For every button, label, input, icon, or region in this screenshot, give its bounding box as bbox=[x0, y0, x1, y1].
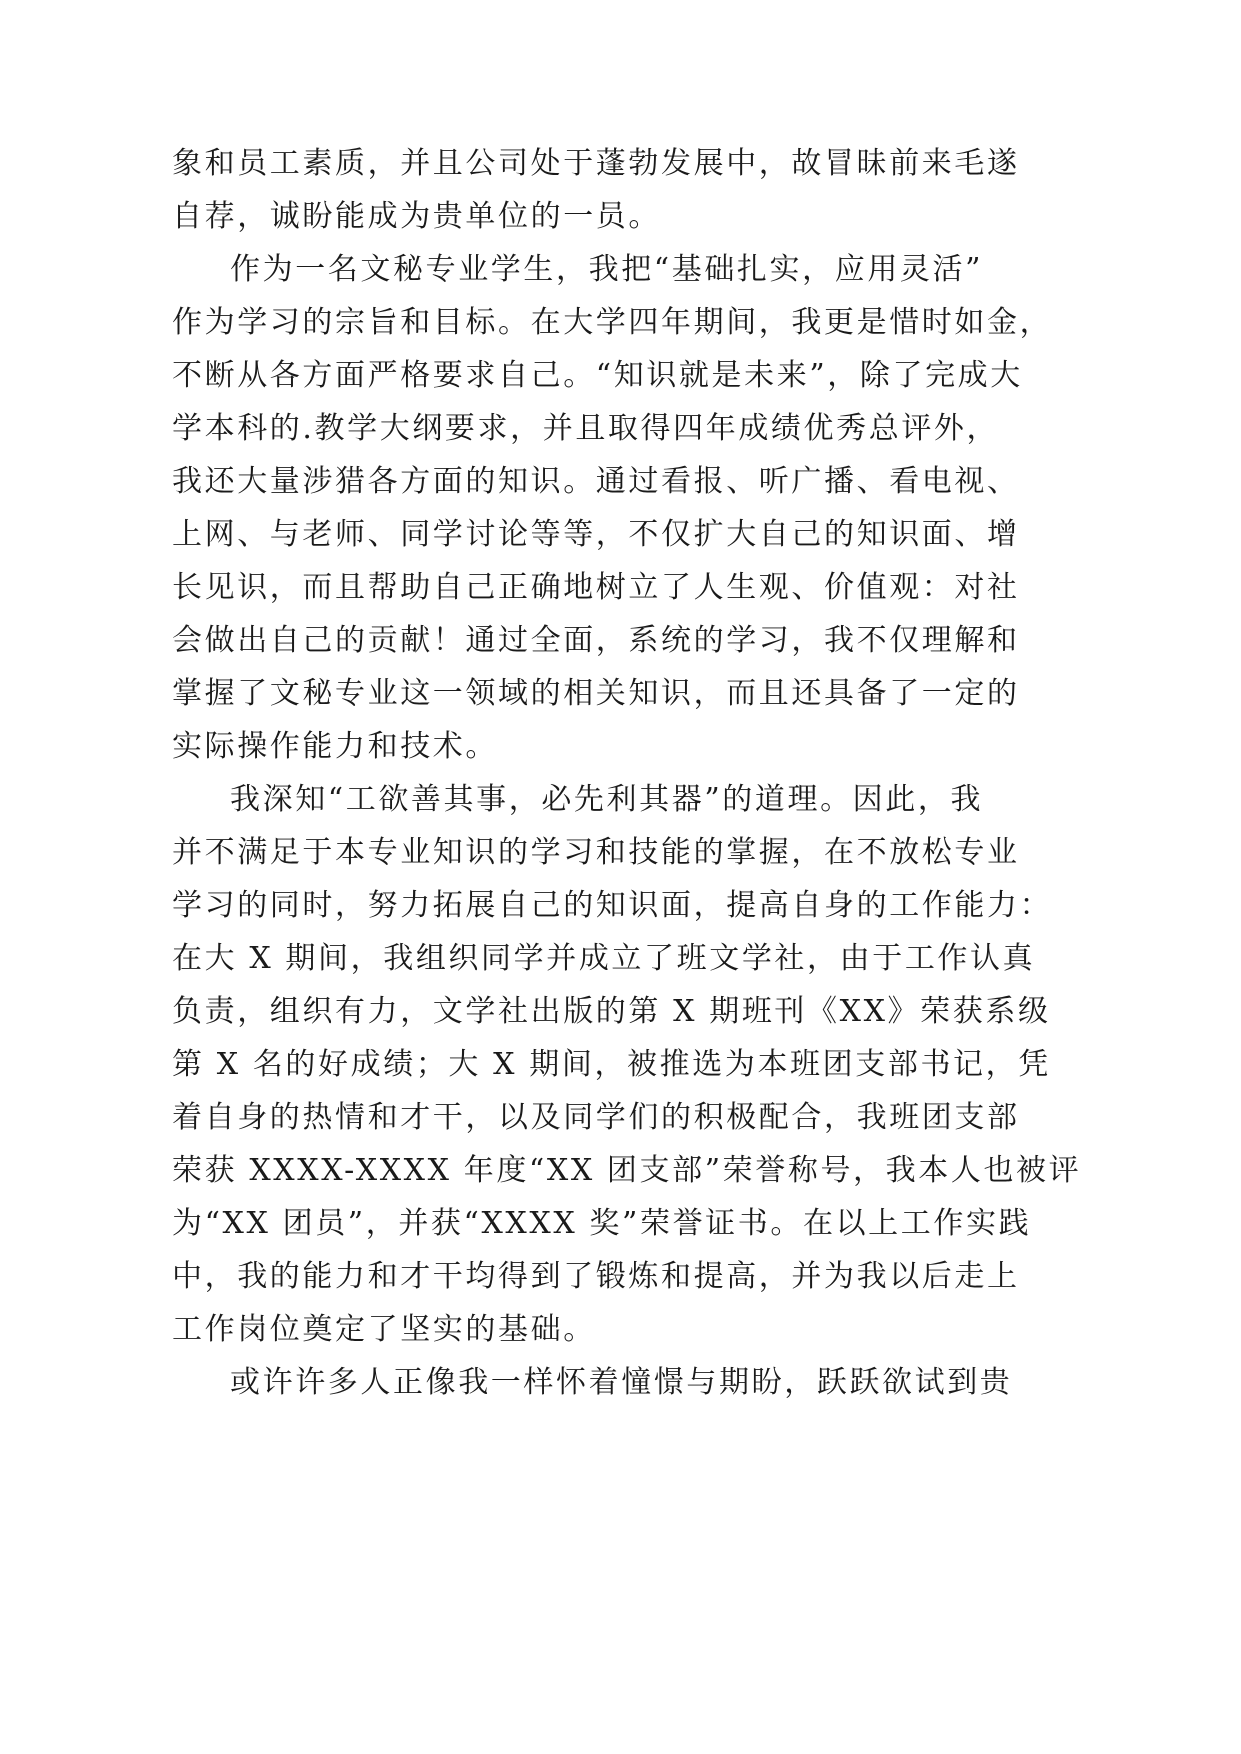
text-line: 为“XX 团员”，并获“XXXX 奖”荣誉证书。在以上工作实践 bbox=[172, 1206, 1032, 1241]
text-line: 自荐，诚盼能成为贵单位的一员。 bbox=[172, 199, 661, 234]
text-line: 作为学习的宗旨和目标。在大学四年期间，我更是惜时如金， bbox=[172, 305, 1053, 340]
text-line: 上网、与老师、同学讨论等等，不仅扩大自己的知识面、增 bbox=[172, 517, 1020, 552]
text-line: 我还大量涉猎各方面的知识。通过看报、听广播、看电视、 bbox=[172, 464, 1020, 499]
paragraph-first-line: 或许许多人正像我一样怀着憧憬与期盼，跃跃欲试到贵 bbox=[230, 1365, 1013, 1400]
text-line: 长见识，而且帮助自己正确地树立了人生观、价值观：对社 bbox=[172, 570, 1020, 605]
text-line: 不断从各方面严格要求自己。“知识就是未来”，除了完成大 bbox=[172, 358, 1023, 393]
text-line: 荣获 XXXX-XXXX 年度“XX 团支部”荣誉称号，我本人也被评 bbox=[172, 1153, 1082, 1188]
text-line: 负责，组织有力，文学社出版的第 X 期班刊《XX》荣获系级 bbox=[172, 994, 1051, 1029]
text-line: 掌握了文秘专业这一领域的相关知识，而且还具备了一定的 bbox=[172, 676, 1020, 711]
text-line: 工作岗位奠定了坚实的基础。 bbox=[172, 1312, 596, 1347]
text-line: 并不满足于本专业知识的学习和技能的掌握，在不放松专业 bbox=[172, 835, 1020, 870]
text-line: 学习的同时，努力拓展自己的知识面，提高自身的工作能力： bbox=[172, 888, 1053, 923]
text-line: 学本科的.教学大纲要求，并且取得四年成绩优秀总评外， bbox=[172, 411, 1000, 446]
text-line: 着自身的热情和才干，以及同学们的积极配合，我班团支部 bbox=[172, 1100, 1020, 1135]
text-line: 中，我的能力和才干均得到了锻炼和提高，并为我以后走上 bbox=[172, 1259, 1020, 1294]
text-line: 第 X 名的好成绩；大 X 期间，被推选为本班团支部书记，凭 bbox=[172, 1047, 1051, 1082]
text-line: 象和员工素质，并且公司处于蓬勃发展中，故冒昧前来毛遂 bbox=[172, 146, 1020, 181]
text-line: 实际操作能力和技术。 bbox=[172, 729, 498, 764]
text-line: 会做出自己的贡献！通过全面，系统的学习，我不仅理解和 bbox=[172, 623, 1020, 658]
paragraph-first-line: 我深知“工欲善其事，必先利其器”的道理。因此，我 bbox=[230, 782, 984, 817]
paragraph-first-line: 作为一名文秘专业学生，我把“基础扎实，应用灵活” bbox=[230, 252, 984, 287]
text-line: 在大 X 期间，我组织同学并成立了班文学社，由于工作认真 bbox=[172, 941, 1036, 976]
